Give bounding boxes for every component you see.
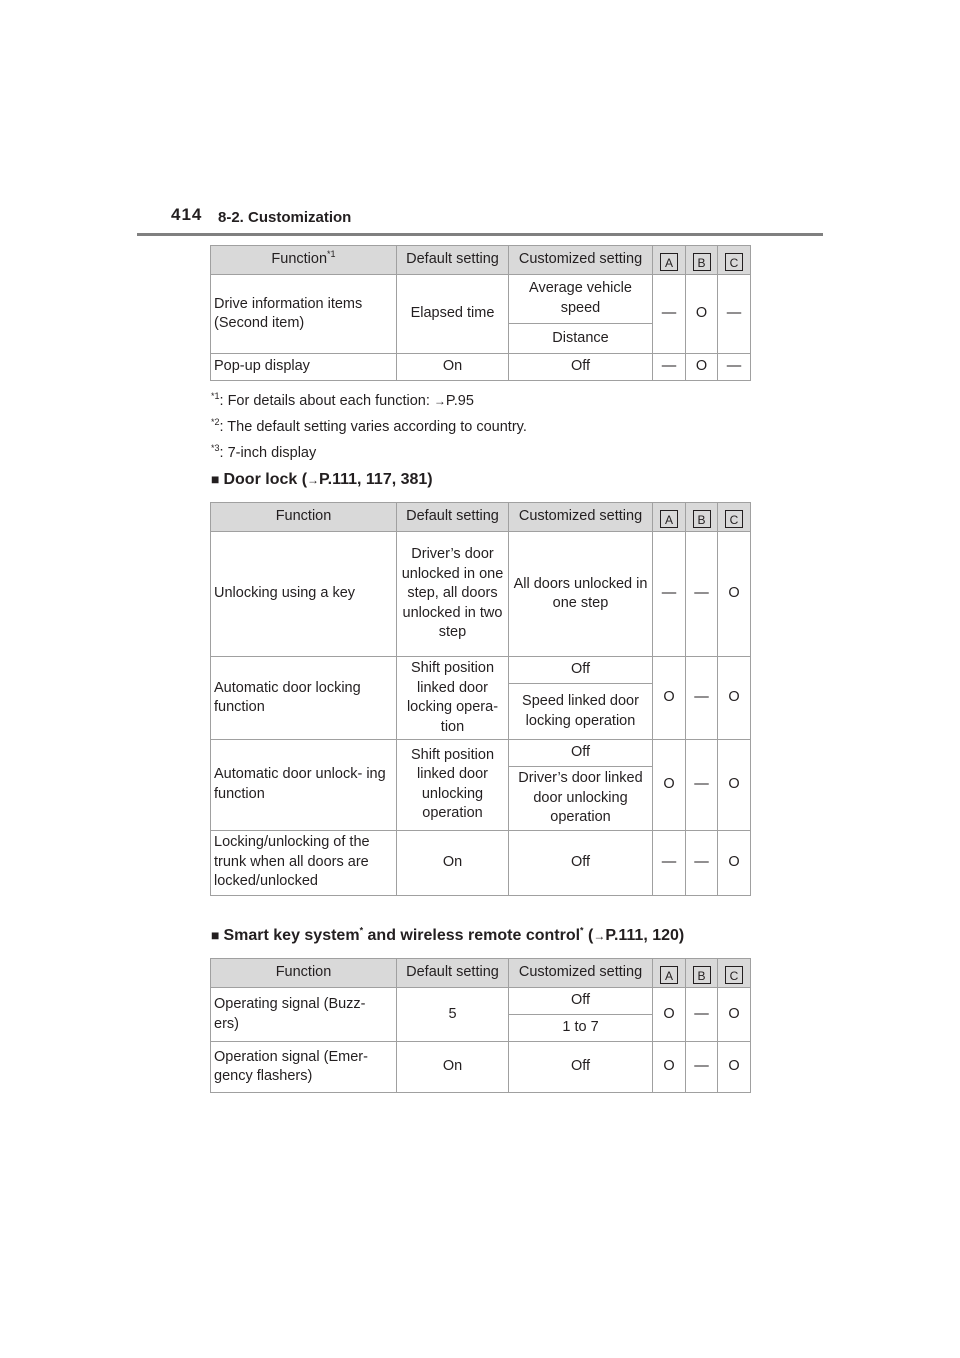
arrow-right-icon: → [433,394,446,408]
method-b-cell: — [686,740,718,831]
custom-cell: 1 to 7 [509,1015,653,1042]
method-c-header [718,959,751,988]
method-c-header [718,503,751,532]
multi-information-display-table [210,245,751,381]
custom-cell: Distance [509,323,653,353]
table-row [211,532,751,657]
table-header-row [211,959,751,988]
custom-cell: Speed linked door locking operation [509,684,653,740]
arrow-right-icon: → [307,473,320,487]
letter-b-icon: B [693,510,711,528]
letter-c-icon: C [725,966,743,984]
smart-key-heading: ■ Smart key system* and wireless remote control* (→P.111, 120) [211,925,685,944]
method-c-cell: O [718,1042,751,1093]
method-c-header [718,246,751,275]
custom-cell: Off [509,354,653,381]
function-cell: Operating signal (Buzz- ers) [211,988,397,1042]
method-c-cell: — [718,354,751,381]
footnote-1: $^{*1}$: For details about each function: →P.95 [211,391,474,409]
customized-setting-header: Customized setting [509,959,653,988]
function-header: Function [211,503,397,532]
method-b-cell: — [686,830,718,895]
footnote-2: $^{*2}$: The default setting varies according to country. [211,417,527,435]
default-cell: On [397,354,509,381]
letter-c-icon: C [725,253,743,271]
method-b-cell: — [686,532,718,657]
custom-cell: Off [509,740,653,767]
custom-cell: Off [509,830,653,895]
smart-key-table [210,958,751,1093]
table-row [211,275,751,324]
method-b-cell: — [686,988,718,1042]
method-a-cell: — [653,532,686,657]
custom-cell: Average vehicle speed [509,275,653,324]
table-row [211,740,751,767]
method-a-header [653,246,686,275]
table-row [211,1042,751,1093]
table-row [211,657,751,684]
letter-c-icon: C [725,510,743,528]
function-header: Function$^{*1}$ [211,246,397,275]
method-c-cell: O [718,532,751,657]
method-c-cell: O [718,988,751,1042]
table-row [211,830,751,895]
header-rule [137,233,823,236]
method-b-cell: — [686,657,718,740]
door-lock-heading: ■ Door lock (→P.111, 117, 381) [211,471,433,488]
default-setting-header: Default setting [397,503,509,532]
method-a-cell: — [653,830,686,895]
default-cell: On [397,1042,509,1093]
function-cell: Unlocking using a key [211,532,397,657]
default-cell: 5 [397,988,509,1042]
method-a-header [653,959,686,988]
page-number: 414 [171,205,203,224]
method-c-cell: O [718,740,751,831]
method-b-cell: O [686,275,718,354]
function-cell: Drive information items (Second item) [211,275,397,354]
method-c-cell: O [718,830,751,895]
section-title: 8-2. Customization [218,209,352,226]
method-a-cell: O [653,1042,686,1093]
function-cell: Locking/unlocking of the trunk when all doors are locked/unlocked [211,830,397,895]
method-c-cell: O [718,657,751,740]
letter-a-icon: A [660,966,678,984]
default-cell: On [397,830,509,895]
customized-setting-header: Customized setting [509,503,653,532]
default-setting-header: Default setting [397,246,509,275]
table-row [211,988,751,1015]
custom-cell: Off [509,1042,653,1093]
table-header-row [211,246,751,275]
function-header: Function [211,959,397,988]
method-c-cell: — [718,275,751,354]
method-a-cell: O [653,988,686,1042]
method-a-cell: O [653,740,686,831]
method-b-header [686,959,718,988]
square-bullet-icon: ■ [211,927,220,943]
custom-cell: Driver’s door linked door unlocking operation [509,767,653,831]
function-cell: Pop-up display [211,354,397,381]
custom-cell: Off [509,988,653,1015]
method-a-header [653,503,686,532]
square-bullet-icon: ■ [211,471,220,487]
custom-cell: All doors unlocked in one step [509,532,653,657]
method-b-header [686,246,718,275]
table-row [211,354,751,381]
customized-setting-header: Customized setting [509,246,653,275]
letter-b-icon: B [693,966,711,984]
default-cell: Driver’s door unlocked in one step, all doors unlocked in two step [397,532,509,657]
method-b-header [686,503,718,532]
footnote-3: $^{*3}$: 7-inch display [211,443,317,461]
method-b-cell: O [686,354,718,381]
function-cell: Automatic door unlock- ing function [211,740,397,831]
default-cell: Elapsed time [397,275,509,354]
default-cell: Shift position linked door locking opera- tion [397,657,509,740]
table-header-row [211,503,751,532]
method-b-cell: — [686,1042,718,1093]
letter-a-icon: A [660,510,678,528]
method-a-cell: — [653,354,686,381]
method-a-cell: O [653,657,686,740]
letter-a-icon: A [660,253,678,271]
function-cell: Operation signal (Emer- gency flashers) [211,1042,397,1093]
default-setting-header: Default setting [397,959,509,988]
arrow-right-icon: → [593,929,606,943]
default-cell: Shift position linked door unlocking operation [397,740,509,831]
function-cell: Automatic door locking function [211,657,397,740]
custom-cell: Off [509,657,653,684]
method-a-cell: — [653,275,686,354]
door-lock-table [210,502,751,896]
letter-b-icon: B [693,253,711,271]
